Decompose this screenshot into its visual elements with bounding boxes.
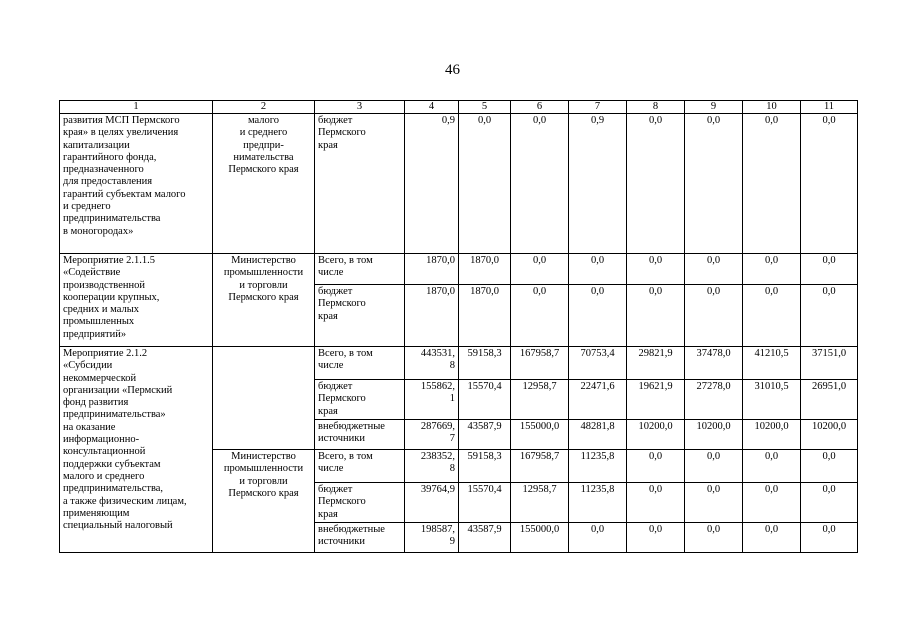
value-cell: 0,9 [569, 114, 627, 254]
measure-name-cell: Мероприятие 2.1.1.5 «Содействие производственной кооперации крупных, средних и малых промышленных предприятий» [60, 254, 213, 347]
header-cell-8: 8 [627, 101, 685, 114]
measure-name-cell: Мероприятие 2.1.2 «Субсидии некоммерческой организации «Пермский фонд развития предпринимательства» на оказание информационно- консультационной поддержки субъектам малого и среднего предпринимательства, а также физическим лицам, применяющим специальный налоговый [60, 347, 213, 553]
value-cell: 0,0 [511, 285, 569, 347]
value-cell: 70753,4 [569, 347, 627, 380]
value-cell: 0,0 [569, 254, 627, 285]
header-cell-11: 11 [801, 101, 858, 114]
header-cell-4: 4 [405, 101, 459, 114]
value-cell: 0,0 [685, 285, 743, 347]
value-cell: 59158,3 [459, 450, 511, 483]
value-cell: 0,0 [801, 114, 858, 254]
header-row [60, 101, 858, 114]
value-cell: 10200,0 [743, 420, 801, 450]
value-cell: 11235,8 [569, 450, 627, 483]
value-cell: 11235,8 [569, 483, 627, 523]
value-cell: 10200,0 [627, 420, 685, 450]
value-cell: 0,0 [569, 285, 627, 347]
table-row [60, 114, 858, 254]
value-cell: 0,0 [685, 483, 743, 523]
header-cell-7: 7 [569, 101, 627, 114]
value-cell: 59158,3 [459, 347, 511, 380]
value-cell-total: 155862, 1 [405, 380, 459, 420]
value-cell: 31010,5 [743, 380, 801, 420]
funding-source-cell: Всего, в том числе [315, 347, 405, 380]
value-cell: 0,0 [685, 450, 743, 483]
value-cell: 15570,4 [459, 380, 511, 420]
value-cell: 155000,0 [511, 523, 569, 553]
responsible-cell: малого и среднего предпри- нимательства Пермского края [213, 114, 315, 254]
value-cell: 0,0 [801, 285, 858, 347]
header-cell-9: 9 [685, 101, 743, 114]
value-cell: 22471,6 [569, 380, 627, 420]
value-cell: 29821,9 [627, 347, 685, 380]
value-cell: 27278,0 [685, 380, 743, 420]
program-table [59, 100, 858, 553]
value-cell: 1870,0 [459, 285, 511, 347]
value-cell: 0,0 [627, 114, 685, 254]
value-cell: 167958,7 [511, 450, 569, 483]
header-cell-6: 6 [511, 101, 569, 114]
value-cell: 0,0 [743, 285, 801, 347]
table-body [60, 101, 858, 553]
value-cell-total: 287669, 7 [405, 420, 459, 450]
value-cell: 0,0 [685, 523, 743, 553]
value-cell: 0,0 [627, 285, 685, 347]
value-cell-total: 238352, 8 [405, 450, 459, 483]
value-cell: 0,0 [511, 254, 569, 285]
value-cell: 10200,0 [685, 420, 743, 450]
funding-source-cell: внебюджетные источники [315, 523, 405, 553]
value-cell: 26951,0 [801, 380, 858, 420]
header-cell-3: 3 [315, 101, 405, 114]
funding-source-cell: бюджет Пермского края [315, 114, 405, 254]
value-cell: 0,0 [627, 483, 685, 523]
value-cell: 0,0 [743, 450, 801, 483]
value-cell: 0,0 [627, 523, 685, 553]
value-cell: 0,0 [743, 114, 801, 254]
value-cell-total: 39764,9 [405, 483, 459, 523]
value-cell: 19621,9 [627, 380, 685, 420]
value-cell: 0,0 [459, 114, 511, 254]
value-cell: 0,0 [569, 523, 627, 553]
value-cell-total: 198587, 9 [405, 523, 459, 553]
value-cell: 10200,0 [801, 420, 858, 450]
value-cell: 0,0 [627, 254, 685, 285]
value-cell: 37151,0 [801, 347, 858, 380]
funding-source-cell: бюджет Пермского края [315, 380, 405, 420]
header-cell-5: 5 [459, 101, 511, 114]
value-cell: 41210,5 [743, 347, 801, 380]
value-cell-total: 443531, 8 [405, 347, 459, 380]
funding-source-cell: Всего, в том числе [315, 254, 405, 285]
value-cell: 0,0 [627, 450, 685, 483]
header-cell-1: 1 [60, 101, 213, 114]
value-cell: 0,0 [801, 450, 858, 483]
funding-source-cell: Всего, в том числе [315, 450, 405, 483]
value-cell: 0,0 [511, 114, 569, 254]
value-cell: 0,0 [743, 523, 801, 553]
responsible-cell: Министерство промышленности и торговли Пермского края [213, 450, 315, 553]
funding-source-cell: бюджет Пермского края [315, 483, 405, 523]
header-cell-10: 10 [743, 101, 801, 114]
table-row [60, 254, 858, 285]
page-number: 46 [445, 62, 460, 78]
value-cell: 0,0 [801, 483, 858, 523]
value-cell: 43587,9 [459, 523, 511, 553]
value-cell: 0,0 [801, 523, 858, 553]
value-cell: 48281,8 [569, 420, 627, 450]
measure-name-cell: развития МСП Пермского края» в целях увеличения капитализации гарантийного фонда, предназначенного для предоставления гарантий субъектам малого и среднего предпринимательства в моногородах» [60, 114, 213, 254]
value-cell: 0,0 [685, 254, 743, 285]
value-cell: 0,0 [743, 254, 801, 285]
funding-source-cell: бюджет Пермского края [315, 285, 405, 347]
value-cell: 12958,7 [511, 380, 569, 420]
value-cell: 15570,4 [459, 483, 511, 523]
value-cell: 167958,7 [511, 347, 569, 380]
header-cell-2: 2 [213, 101, 315, 114]
value-cell: 12958,7 [511, 483, 569, 523]
value-cell: 37478,0 [685, 347, 743, 380]
value-cell: 1870,0 [459, 254, 511, 285]
table-row [60, 347, 858, 380]
value-cell: 0,0 [685, 114, 743, 254]
value-cell-total: 1870,0 [405, 254, 459, 285]
responsible-cell: Министерство промышленности и торговли Пермского края [213, 254, 315, 347]
value-cell-total: 0,9 [405, 114, 459, 254]
value-cell: 0,0 [801, 254, 858, 285]
responsible-cell [213, 347, 315, 450]
funding-source-cell: внебюджетные источники [315, 420, 405, 450]
value-cell: 155000,0 [511, 420, 569, 450]
value-cell-total: 1870,0 [405, 285, 459, 347]
value-cell: 43587,9 [459, 420, 511, 450]
value-cell: 0,0 [743, 483, 801, 523]
